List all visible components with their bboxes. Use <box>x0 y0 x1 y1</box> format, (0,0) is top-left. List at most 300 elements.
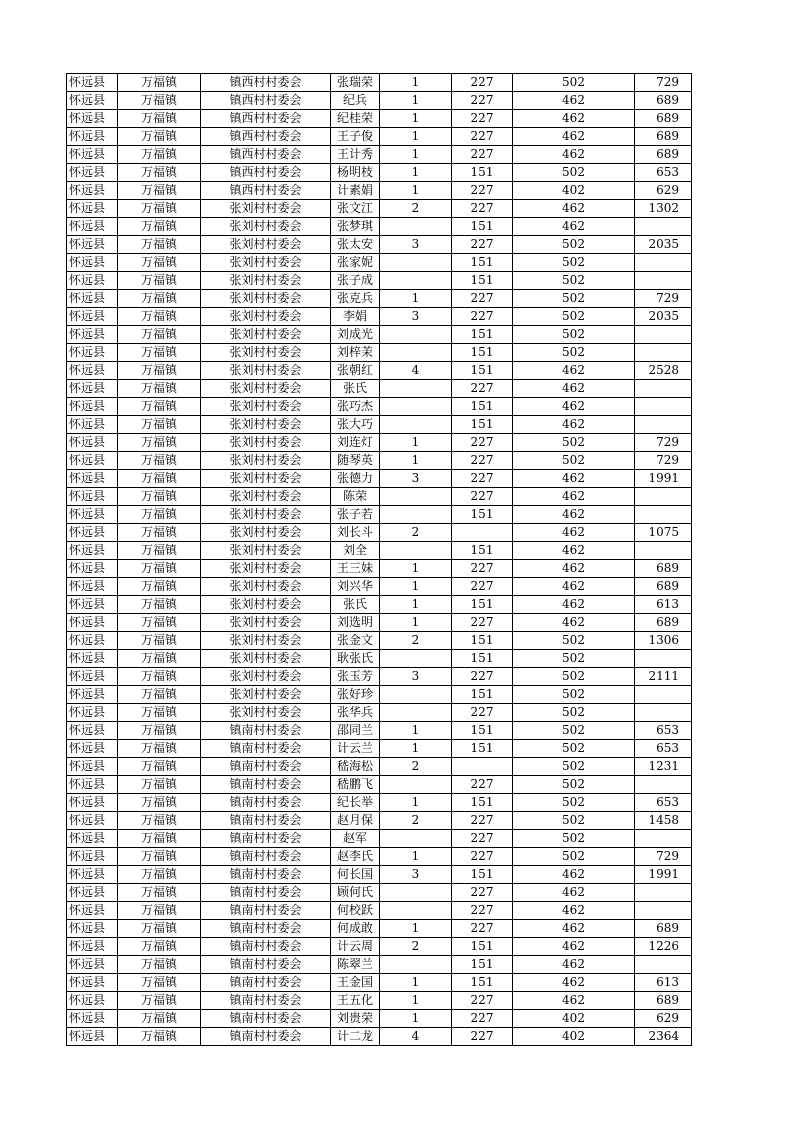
name-cell: 计素娟 <box>331 182 380 200</box>
amount-a-cell: 151 <box>452 344 513 362</box>
county-cell: 怀远县 <box>67 578 118 596</box>
count-cell: 1 <box>380 74 452 92</box>
count-cell: 2 <box>380 812 452 830</box>
total-cell <box>635 326 692 344</box>
name-cell: 张玉芳 <box>331 668 380 686</box>
county-cell: 怀远县 <box>67 272 118 290</box>
table-row <box>67 362 692 380</box>
count-cell <box>380 272 452 290</box>
name-cell: 杨明枝 <box>331 164 380 182</box>
amount-b-cell: 462 <box>513 110 635 128</box>
total-cell: 689 <box>635 146 692 164</box>
county-cell: 怀远县 <box>67 380 118 398</box>
name-cell: 纪桂荣 <box>331 110 380 128</box>
name-cell: 刘梓茉 <box>331 344 380 362</box>
total-cell <box>635 344 692 362</box>
total-cell: 2035 <box>635 308 692 326</box>
town-cell: 万福镇 <box>118 686 201 704</box>
amount-b-cell: 502 <box>513 344 635 362</box>
total-cell <box>635 416 692 434</box>
count-cell: 3 <box>380 866 452 884</box>
town-cell: 万福镇 <box>118 470 201 488</box>
amount-a-cell: 227 <box>452 1010 513 1028</box>
village-cell: 镇南村村委会 <box>201 884 331 902</box>
amount-a-cell: 151 <box>452 272 513 290</box>
name-cell: 张华兵 <box>331 704 380 722</box>
count-cell: 1 <box>380 596 452 614</box>
amount-a-cell: 151 <box>452 632 513 650</box>
county-cell: 怀远县 <box>67 866 118 884</box>
table-row <box>67 632 692 650</box>
total-cell: 2528 <box>635 362 692 380</box>
town-cell: 万福镇 <box>118 542 201 560</box>
name-cell: 刘选明 <box>331 614 380 632</box>
count-cell: 1 <box>380 128 452 146</box>
amount-b-cell: 502 <box>513 650 635 668</box>
total-cell <box>635 254 692 272</box>
amount-b-cell: 462 <box>513 884 635 902</box>
total-cell: 653 <box>635 740 692 758</box>
county-cell: 怀远县 <box>67 92 118 110</box>
village-cell: 镇西村村委会 <box>201 146 331 164</box>
table-row <box>67 956 692 974</box>
county-cell: 怀远县 <box>67 704 118 722</box>
town-cell: 万福镇 <box>118 182 201 200</box>
county-cell: 怀远县 <box>67 722 118 740</box>
table-row <box>67 596 692 614</box>
village-cell: 镇西村村委会 <box>201 92 331 110</box>
village-cell: 张刘村村委会 <box>201 686 331 704</box>
amount-b-cell: 502 <box>513 164 635 182</box>
count-cell: 1 <box>380 740 452 758</box>
count-cell: 1 <box>380 992 452 1010</box>
total-cell <box>635 506 692 524</box>
name-cell: 张瑞荣 <box>331 74 380 92</box>
amount-b-cell: 502 <box>513 254 635 272</box>
town-cell: 万福镇 <box>118 740 201 758</box>
count-cell: 2 <box>380 524 452 542</box>
count-cell <box>380 884 452 902</box>
county-cell: 怀远县 <box>67 146 118 164</box>
village-cell: 张刘村村委会 <box>201 200 331 218</box>
amount-a-cell: 227 <box>452 434 513 452</box>
count-cell: 3 <box>380 236 452 254</box>
town-cell: 万福镇 <box>118 1028 201 1046</box>
name-cell: 张德力 <box>331 470 380 488</box>
name-cell: 刘全 <box>331 542 380 560</box>
amount-b-cell: 462 <box>513 362 635 380</box>
village-cell: 张刘村村委会 <box>201 704 331 722</box>
county-cell: 怀远县 <box>67 326 118 344</box>
amount-a-cell: 227 <box>452 470 513 488</box>
count-cell: 1 <box>380 110 452 128</box>
town-cell: 万福镇 <box>118 74 201 92</box>
total-cell: 729 <box>635 452 692 470</box>
town-cell: 万福镇 <box>118 668 201 686</box>
total-cell: 629 <box>635 182 692 200</box>
total-cell: 1991 <box>635 470 692 488</box>
count-cell: 1 <box>380 434 452 452</box>
village-cell: 镇南村村委会 <box>201 830 331 848</box>
county-cell: 怀远县 <box>67 686 118 704</box>
count-cell: 4 <box>380 1028 452 1046</box>
count-cell <box>380 326 452 344</box>
county-cell: 怀远县 <box>67 452 118 470</box>
name-cell: 计二龙 <box>331 1028 380 1046</box>
table-row <box>67 398 692 416</box>
county-cell: 怀远县 <box>67 920 118 938</box>
table-row <box>67 380 692 398</box>
amount-a-cell: 227 <box>452 290 513 308</box>
name-cell: 张氏 <box>331 596 380 614</box>
village-cell: 张刘村村委会 <box>201 380 331 398</box>
name-cell: 陈翠兰 <box>331 956 380 974</box>
count-cell <box>380 542 452 560</box>
name-cell: 刘成光 <box>331 326 380 344</box>
amount-a-cell: 151 <box>452 218 513 236</box>
amount-b-cell: 502 <box>513 704 635 722</box>
village-cell: 张刘村村委会 <box>201 290 331 308</box>
table-row <box>67 200 692 218</box>
county-cell: 怀远县 <box>67 506 118 524</box>
county-cell: 怀远县 <box>67 308 118 326</box>
count-cell: 1 <box>380 920 452 938</box>
amount-a-cell: 151 <box>452 740 513 758</box>
total-cell: 653 <box>635 722 692 740</box>
name-cell: 邵同兰 <box>331 722 380 740</box>
name-cell: 顾何氏 <box>331 884 380 902</box>
table-row <box>67 272 692 290</box>
amount-a-cell: 227 <box>452 884 513 902</box>
village-cell: 张刘村村委会 <box>201 578 331 596</box>
amount-a-cell: 227 <box>452 236 513 254</box>
table-row <box>67 776 692 794</box>
total-cell: 689 <box>635 128 692 146</box>
town-cell: 万福镇 <box>118 992 201 1010</box>
village-cell: 张刘村村委会 <box>201 596 331 614</box>
amount-b-cell: 462 <box>513 488 635 506</box>
village-cell: 张刘村村委会 <box>201 542 331 560</box>
village-cell: 镇南村村委会 <box>201 848 331 866</box>
total-cell: 1231 <box>635 758 692 776</box>
village-cell: 张刘村村委会 <box>201 650 331 668</box>
village-cell: 镇南村村委会 <box>201 956 331 974</box>
amount-a-cell: 151 <box>452 974 513 992</box>
table-row <box>67 848 692 866</box>
name-cell: 张金文 <box>331 632 380 650</box>
town-cell: 万福镇 <box>118 866 201 884</box>
table-row <box>67 740 692 758</box>
town-cell: 万福镇 <box>118 776 201 794</box>
count-cell <box>380 254 452 272</box>
total-cell <box>635 380 692 398</box>
county-cell: 怀远县 <box>67 182 118 200</box>
count-cell <box>380 344 452 362</box>
table-row <box>67 1010 692 1028</box>
count-cell: 2 <box>380 200 452 218</box>
name-cell: 张家妮 <box>331 254 380 272</box>
count-cell: 1 <box>380 182 452 200</box>
total-cell: 729 <box>635 434 692 452</box>
name-cell: 嵇海松 <box>331 758 380 776</box>
table-row <box>67 344 692 362</box>
total-cell: 729 <box>635 290 692 308</box>
amount-b-cell: 462 <box>513 542 635 560</box>
amount-b-cell: 462 <box>513 596 635 614</box>
count-cell: 4 <box>380 362 452 380</box>
amount-a-cell: 151 <box>452 794 513 812</box>
county-cell: 怀远县 <box>67 416 118 434</box>
county-cell: 怀远县 <box>67 362 118 380</box>
count-cell <box>380 416 452 434</box>
village-cell: 镇南村村委会 <box>201 812 331 830</box>
count-cell: 1 <box>380 578 452 596</box>
amount-a-cell: 227 <box>452 776 513 794</box>
amount-a-cell: 227 <box>452 614 513 632</box>
table-row <box>67 128 692 146</box>
town-cell: 万福镇 <box>118 200 201 218</box>
town-cell: 万福镇 <box>118 830 201 848</box>
table-row <box>67 704 692 722</box>
table-row <box>67 938 692 956</box>
table-row <box>67 182 692 200</box>
town-cell: 万福镇 <box>118 290 201 308</box>
amount-b-cell: 462 <box>513 470 635 488</box>
county-cell: 怀远县 <box>67 128 118 146</box>
total-cell: 2111 <box>635 668 692 686</box>
total-cell <box>635 488 692 506</box>
total-cell: 729 <box>635 74 692 92</box>
town-cell: 万福镇 <box>118 722 201 740</box>
amount-a-cell: 227 <box>452 1028 513 1046</box>
total-cell <box>635 902 692 920</box>
table-row <box>67 308 692 326</box>
town-cell: 万福镇 <box>118 272 201 290</box>
amount-b-cell: 502 <box>513 848 635 866</box>
amount-a-cell: 227 <box>452 704 513 722</box>
table-row <box>67 578 692 596</box>
village-cell: 张刘村村委会 <box>201 488 331 506</box>
county-cell: 怀远县 <box>67 614 118 632</box>
name-cell: 张朝红 <box>331 362 380 380</box>
count-cell: 3 <box>380 470 452 488</box>
amount-b-cell: 462 <box>513 992 635 1010</box>
village-cell: 镇西村村委会 <box>201 164 331 182</box>
total-cell <box>635 884 692 902</box>
town-cell: 万福镇 <box>118 974 201 992</box>
amount-a-cell <box>452 758 513 776</box>
town-cell: 万福镇 <box>118 938 201 956</box>
table-row <box>67 614 692 632</box>
amount-b-cell: 462 <box>513 128 635 146</box>
amount-a-cell: 227 <box>452 488 513 506</box>
village-cell: 张刘村村委会 <box>201 236 331 254</box>
name-cell: 张太安 <box>331 236 380 254</box>
table-row <box>67 236 692 254</box>
count-cell: 1 <box>380 560 452 578</box>
village-cell: 张刘村村委会 <box>201 254 331 272</box>
town-cell: 万福镇 <box>118 596 201 614</box>
amount-a-cell: 151 <box>452 254 513 272</box>
total-cell: 1458 <box>635 812 692 830</box>
name-cell: 王金国 <box>331 974 380 992</box>
amount-a-cell: 151 <box>452 938 513 956</box>
town-cell: 万福镇 <box>118 560 201 578</box>
amount-a-cell: 151 <box>452 956 513 974</box>
total-cell: 1302 <box>635 200 692 218</box>
village-cell: 镇西村村委会 <box>201 74 331 92</box>
village-cell: 张刘村村委会 <box>201 416 331 434</box>
county-cell: 怀远县 <box>67 1010 118 1028</box>
total-cell: 689 <box>635 110 692 128</box>
table-row <box>67 434 692 452</box>
amount-b-cell: 502 <box>513 326 635 344</box>
amount-a-cell: 151 <box>452 650 513 668</box>
count-cell <box>380 704 452 722</box>
table-row <box>67 92 692 110</box>
amount-a-cell: 227 <box>452 200 513 218</box>
county-cell: 怀远县 <box>67 848 118 866</box>
table-row <box>67 542 692 560</box>
town-cell: 万福镇 <box>118 650 201 668</box>
name-cell: 何长国 <box>331 866 380 884</box>
town-cell: 万福镇 <box>118 452 201 470</box>
table-row <box>67 254 692 272</box>
town-cell: 万福镇 <box>118 488 201 506</box>
total-cell: 689 <box>635 992 692 1010</box>
amount-b-cell: 462 <box>513 614 635 632</box>
county-cell: 怀远县 <box>67 218 118 236</box>
county-cell: 怀远县 <box>67 776 118 794</box>
count-cell: 1 <box>380 848 452 866</box>
total-cell: 689 <box>635 920 692 938</box>
town-cell: 万福镇 <box>118 398 201 416</box>
amount-a-cell: 227 <box>452 920 513 938</box>
amount-a-cell: 227 <box>452 992 513 1010</box>
total-cell <box>635 776 692 794</box>
total-cell: 1306 <box>635 632 692 650</box>
count-cell: 1 <box>380 452 452 470</box>
name-cell: 张好珍 <box>331 686 380 704</box>
count-cell <box>380 506 452 524</box>
name-cell: 赵军 <box>331 830 380 848</box>
table-row <box>67 470 692 488</box>
amount-a-cell: 227 <box>452 830 513 848</box>
town-cell: 万福镇 <box>118 578 201 596</box>
amount-a-cell: 151 <box>452 416 513 434</box>
count-cell: 2 <box>380 632 452 650</box>
amount-a-cell: 227 <box>452 902 513 920</box>
total-cell: 1075 <box>635 524 692 542</box>
town-cell: 万福镇 <box>118 884 201 902</box>
table-row <box>67 110 692 128</box>
amount-b-cell: 462 <box>513 902 635 920</box>
town-cell: 万福镇 <box>118 218 201 236</box>
amount-a-cell: 151 <box>452 164 513 182</box>
village-cell: 张刘村村委会 <box>201 560 331 578</box>
amount-b-cell: 462 <box>513 524 635 542</box>
town-cell: 万福镇 <box>118 614 201 632</box>
county-cell: 怀远县 <box>67 398 118 416</box>
total-cell: 629 <box>635 1010 692 1028</box>
amount-a-cell: 227 <box>452 128 513 146</box>
amount-b-cell: 462 <box>513 200 635 218</box>
count-cell: 1 <box>380 974 452 992</box>
amount-b-cell: 502 <box>513 776 635 794</box>
county-cell: 怀远县 <box>67 434 118 452</box>
table-row <box>67 560 692 578</box>
town-cell: 万福镇 <box>118 812 201 830</box>
town-cell: 万福镇 <box>118 902 201 920</box>
village-cell: 镇南村村委会 <box>201 776 331 794</box>
amount-b-cell: 502 <box>513 686 635 704</box>
village-cell: 张刘村村委会 <box>201 218 331 236</box>
name-cell: 张文江 <box>331 200 380 218</box>
name-cell: 何校跃 <box>331 902 380 920</box>
total-cell: 1991 <box>635 866 692 884</box>
town-cell: 万福镇 <box>118 506 201 524</box>
village-cell: 镇南村村委会 <box>201 794 331 812</box>
count-cell <box>380 380 452 398</box>
count-cell: 1 <box>380 794 452 812</box>
village-cell: 镇南村村委会 <box>201 758 331 776</box>
county-cell: 怀远县 <box>67 542 118 560</box>
table-row <box>67 884 692 902</box>
total-cell: 613 <box>635 596 692 614</box>
town-cell: 万福镇 <box>118 1010 201 1028</box>
village-cell: 张刘村村委会 <box>201 326 331 344</box>
table-row <box>67 506 692 524</box>
count-cell: 1 <box>380 164 452 182</box>
table-body <box>67 74 692 1046</box>
town-cell: 万福镇 <box>118 632 201 650</box>
table-row <box>67 758 692 776</box>
amount-b-cell: 462 <box>513 560 635 578</box>
village-cell: 镇南村村委会 <box>201 938 331 956</box>
amount-a-cell: 227 <box>452 560 513 578</box>
name-cell: 刘兴华 <box>331 578 380 596</box>
town-cell: 万福镇 <box>118 110 201 128</box>
name-cell: 陈荣 <box>331 488 380 506</box>
county-cell: 怀远县 <box>67 884 118 902</box>
village-cell: 镇南村村委会 <box>201 1010 331 1028</box>
count-cell: 1 <box>380 722 452 740</box>
county-cell: 怀远县 <box>67 1028 118 1046</box>
amount-a-cell: 227 <box>452 668 513 686</box>
table-row <box>67 722 692 740</box>
village-cell: 张刘村村委会 <box>201 272 331 290</box>
name-cell: 张子成 <box>331 272 380 290</box>
amount-a-cell: 227 <box>452 146 513 164</box>
village-cell: 镇南村村委会 <box>201 992 331 1010</box>
amount-a-cell: 151 <box>452 326 513 344</box>
total-cell: 2364 <box>635 1028 692 1046</box>
total-cell: 689 <box>635 578 692 596</box>
name-cell: 张氏 <box>331 380 380 398</box>
amount-b-cell: 462 <box>513 956 635 974</box>
county-cell: 怀远县 <box>67 110 118 128</box>
name-cell: 刘贵荣 <box>331 1010 380 1028</box>
count-cell <box>380 650 452 668</box>
total-cell: 613 <box>635 974 692 992</box>
county-cell: 怀远县 <box>67 758 118 776</box>
amount-b-cell: 402 <box>513 1028 635 1046</box>
table-row <box>67 326 692 344</box>
count-cell <box>380 398 452 416</box>
amount-b-cell: 462 <box>513 380 635 398</box>
total-cell: 653 <box>635 164 692 182</box>
village-cell: 张刘村村委会 <box>201 524 331 542</box>
